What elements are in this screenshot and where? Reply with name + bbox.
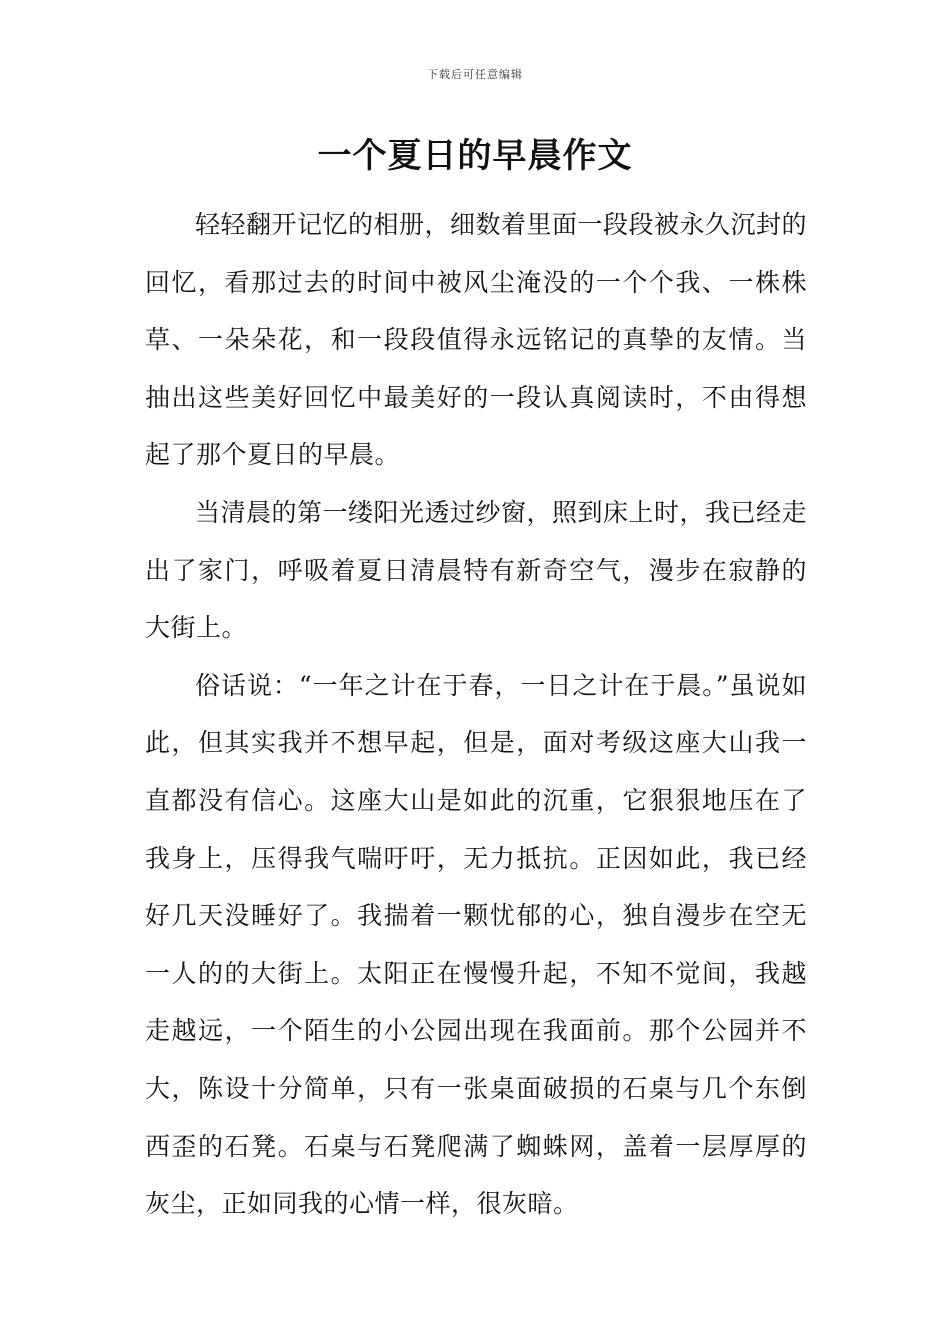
- paragraph-3: 俗话说：“一年之计在于春，一日之计在于晨。”虽说如此，但其实我并不想早起，但是，面对考级这座大山我一直都没有信心。这座大山是如此的沉重，它狠狠地压在了我身上，压得我气喘吁吁，无力抵抗。正因如此，我已经好几天没睡好了。我揣着一颗忧郁的心，独自漫步在空无一人的的大街上。太阳正在慢慢升起，不知不觉间，我越走越远，一个陌生的小公园出现在我面前。那个公园并不大，陈设十分简单，只有一张桌面破损的石桌与几个东倒西歪的石凳。石桌与石凳爬满了蜘蛛网，盖着一层厚厚的灰尘，正如同我的心情一样，很灰暗。: [145, 670, 807, 1219]
- document-title: 一个夏日的早晨作文: [317, 136, 633, 176]
- header-note: 下载后可任意编辑: [427, 68, 523, 81]
- paragraph-1: 轻轻翻开记忆的相册，细数着里面一段段被永久沉封的回忆，看那过去的时间中被风尘淹没的一个个我、一株株草、一朵朵花，和一段段值得永远铭记的真挚的友情。当抽出这些美好回忆中最美好的一段认真阅读时，不由得想起了那个夏日的早晨。: [145, 210, 808, 470]
- paragraph-2: 当清晨的第一缕阳光透过纱窗，照到床上时，我已经走出了家门，呼吸着夏日清晨特有新奇空气，漫步在寂静的大街上。: [145, 497, 808, 643]
- document-body: [145, 196, 807, 1233]
